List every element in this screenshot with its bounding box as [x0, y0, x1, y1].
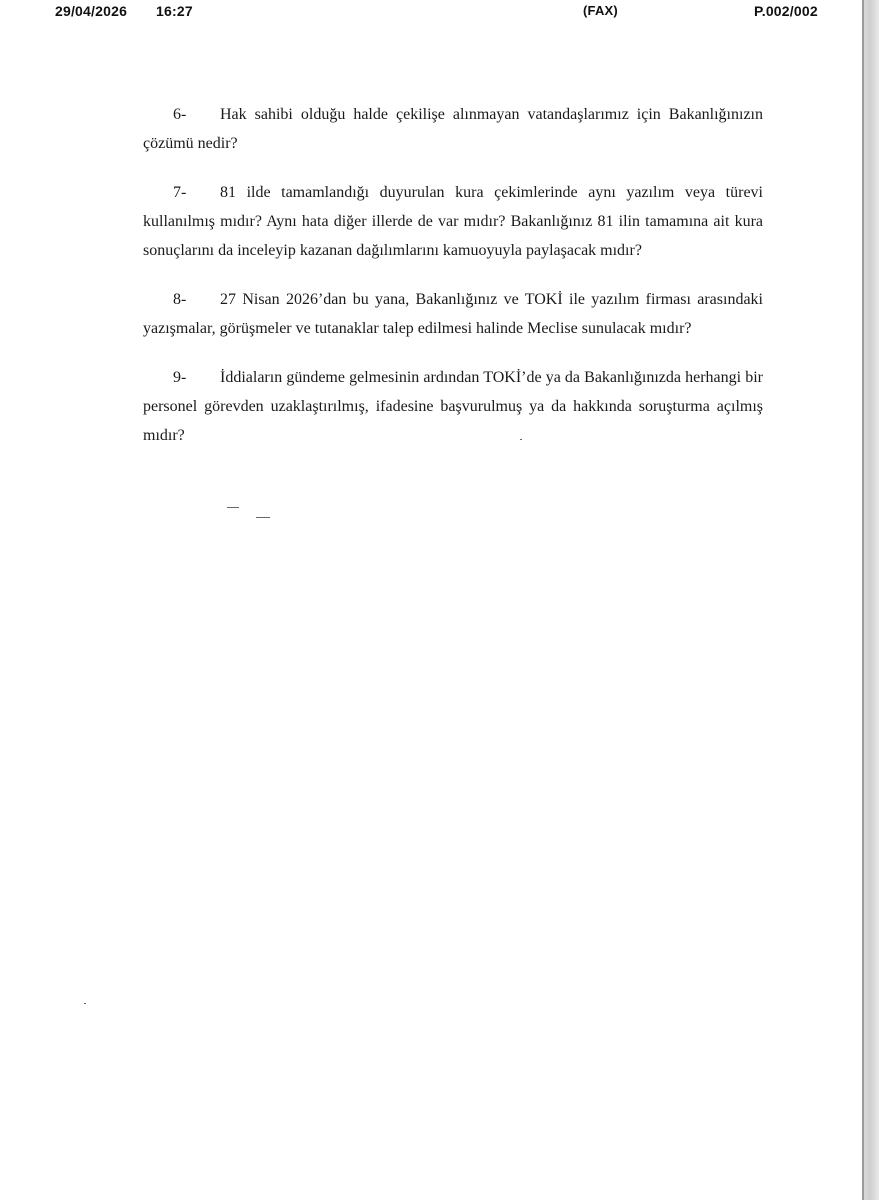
question-number: 6- [173, 106, 187, 123]
scan-speck [520, 439, 522, 440]
question-item [143, 285, 763, 343]
question-number: 8- [173, 291, 187, 308]
question-list [143, 100, 763, 470]
question-item [143, 363, 763, 450]
page-edge-shadow [864, 0, 879, 1200]
scan-speck [256, 517, 270, 518]
question-text: 27 Nisan 2026’dan bu yana, Bakanlığınız ve TOKİ ile yazılım firması arasındaki yazışmalar, görüşmeler ve tutanaklar talep edilmesi halinde Meclise sunulacak mıdır? [143, 291, 763, 337]
question-text: Hak sahibi olduğu halde çekilişe alınmayan vatandaşlarımız için Bakanlığınızın çözümü nedir? [143, 106, 763, 152]
scan-speck [84, 1003, 86, 1004]
question-number: 9- [173, 369, 187, 386]
question-item [143, 178, 763, 265]
fax-time: 16:27 [156, 3, 193, 19]
question-number: 7- [173, 184, 187, 201]
question-text: 81 ilde tamamlandığı duyurulan kura çekimlerinde aynı yazılım veya türevi kullanılmış mıdır? Aynı hata diğer illerde de var mıdır? Bakanlığınız 81 ilin tamamına ait kura sonuçlarını da inceleyip kazanan dağılımlarını kamuoyuyla paylaşacak mıdır? [143, 184, 763, 259]
question-text: İddiaların gündeme gelmesinin ardından TOKİ’de ya da Bakanlığınızda herhangi bir personel görevden uzaklaştırılmış, ifadesine başvurulmuş ya da hakkında soruşturma açılmış mıdır? [143, 369, 763, 444]
question-item [143, 100, 763, 158]
fax-date: 29/04/2026 [55, 3, 128, 19]
scan-speck [227, 507, 239, 508]
fax-page-number: P.002/002 [754, 3, 818, 19]
fax-label: (FAX) [583, 3, 618, 18]
fax-header [0, 0, 860, 26]
